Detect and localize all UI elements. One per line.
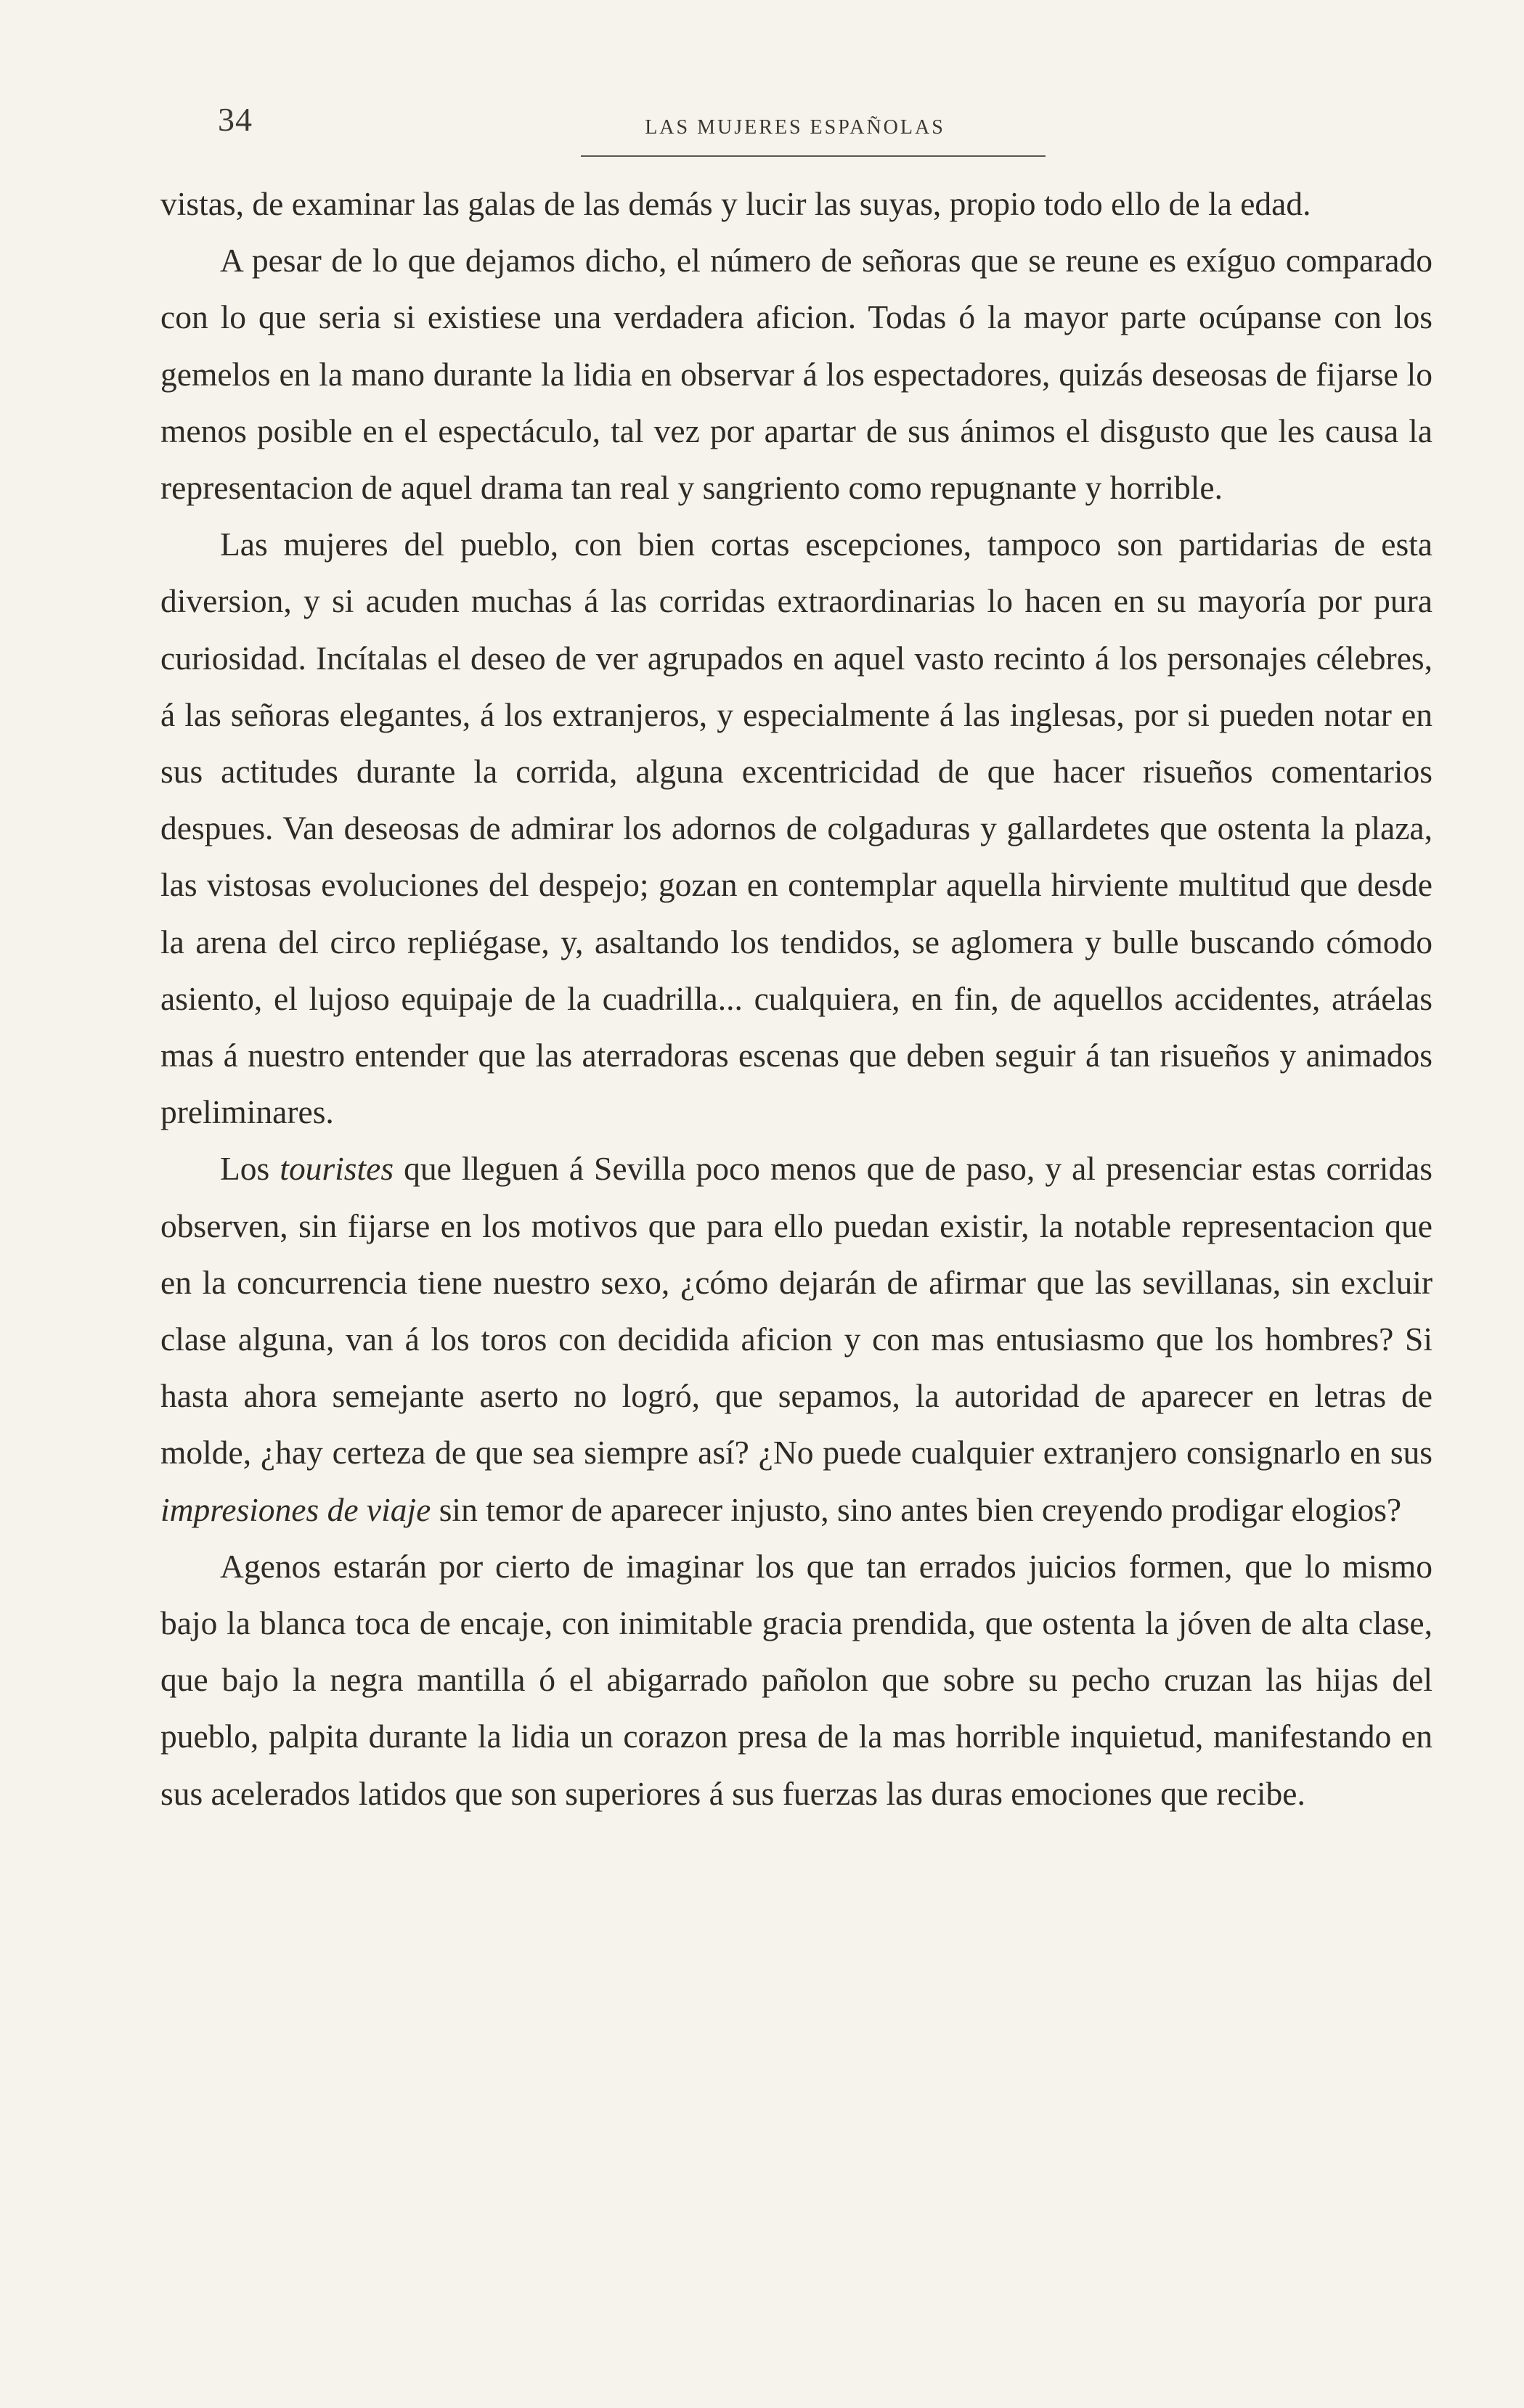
paragraph-4-part-2: que lleguen á Sevilla poco menos que de paso, y al presenciar estas corridas observen, sin fijarse en los motivos que para ello puedan existir, la notable representacion que en la concurrencia tiene nuestro sexo, ¿cómo dejarán de afirmar que las sevillanas, sin excluir clase alguna, van á los toros con decidida aficion y con mas entusiasmo que los hombres? Si hasta ahora semejante aserto no logró, que sepamos, la autoridad de aparecer en letras de molde, ¿hay certeza de que sea siempre así? ¿No puede cualquier extranjero consignarlo en sus xyxy=(160,1150,1433,1472)
running-title: LAS MUJERES ESPAÑOLAS xyxy=(645,116,945,139)
paragraph-4 xyxy=(160,1140,1433,1538)
body-text xyxy=(160,176,1433,1822)
italic-impresiones-de-viaje: impresiones de viaje xyxy=(160,1490,431,1528)
paragraph-4-part-3: sin temor de aparecer injusto, sino antes bien creyendo prodigar elogios? xyxy=(431,1490,1402,1528)
paragraph-2: A pesar de lo que dejamos dicho, el número de señoras que se reune es exíguo comparado con lo que seria si existiese una verdadera aficion. Todas ó la mayor parte ocúpanse con los gemelos en la mano durante la lidia en observar á los espectadores, quizás deseosas de fijarse lo menos posible en el espectáculo, tal vez por apartar de sus ánimos el disgusto que les causa la representacion de aquel drama tan real y sangriento como repugnante y horrible. xyxy=(160,242,1433,507)
paragraph-3: Las mujeres del pueblo, con bien cortas escepciones, tampoco son partidarias de esta diversion, y si acuden muchas á las corridas extraordinarias lo hacen en su mayoría por pura curiosidad. Incítalas el deseo de ver agrupados en aquel vasto recinto á los personajes célebres, á las señoras elegantes, á los extranjeros, y especialmente á las inglesas, por si pueden notar en sus actitudes durante la corrida, alguna excentricidad de que hacer risueños comentarios despues. Van deseosas de admirar los adornos de colgaduras y gallardetes que ostenta la plaza, las vistosas evoluciones del despejo; gozan en contemplar aquella hirviente multitud que desde la arena del circo repliégase, y, asaltando los tendidos, se aglomera y bulle buscando cómodo asiento, el lujoso equipaje de la cuadrilla... cualquiera, en fin, de aquellos accidentes, atráelas mas á nuestro entender que las aterradoras escenas que deben seguir á tan risueños y animados preliminares. xyxy=(160,526,1433,1131)
paragraph-4-part-1: Los xyxy=(220,1150,280,1188)
page-number: 34 xyxy=(218,101,253,138)
italic-touristes: touristes xyxy=(280,1150,394,1188)
page-header xyxy=(160,100,1430,144)
paragraph-1: vistas, de examinar las galas de las demás y lucir las suyas, propio todo ello de la edad. xyxy=(160,185,1311,222)
header-rule xyxy=(581,155,1046,157)
paragraph-5: Agenos estarán por cierto de imaginar los que tan errados juicios formen, que lo mismo bajo la blanca toca de encaje, con inimitable gracia prendida, que ostenta la jóven de alta clase, que bajo la negra mantilla ó el abigarrado pañolon que sobre su pecho cruzan las hijas del pueblo, palpita durante la lidia un corazon presa de la mas horrible inquietud, manifestando en sus acelerados latidos que son superiores á sus fuerzas las duras emociones que recibe. xyxy=(160,1547,1433,1812)
